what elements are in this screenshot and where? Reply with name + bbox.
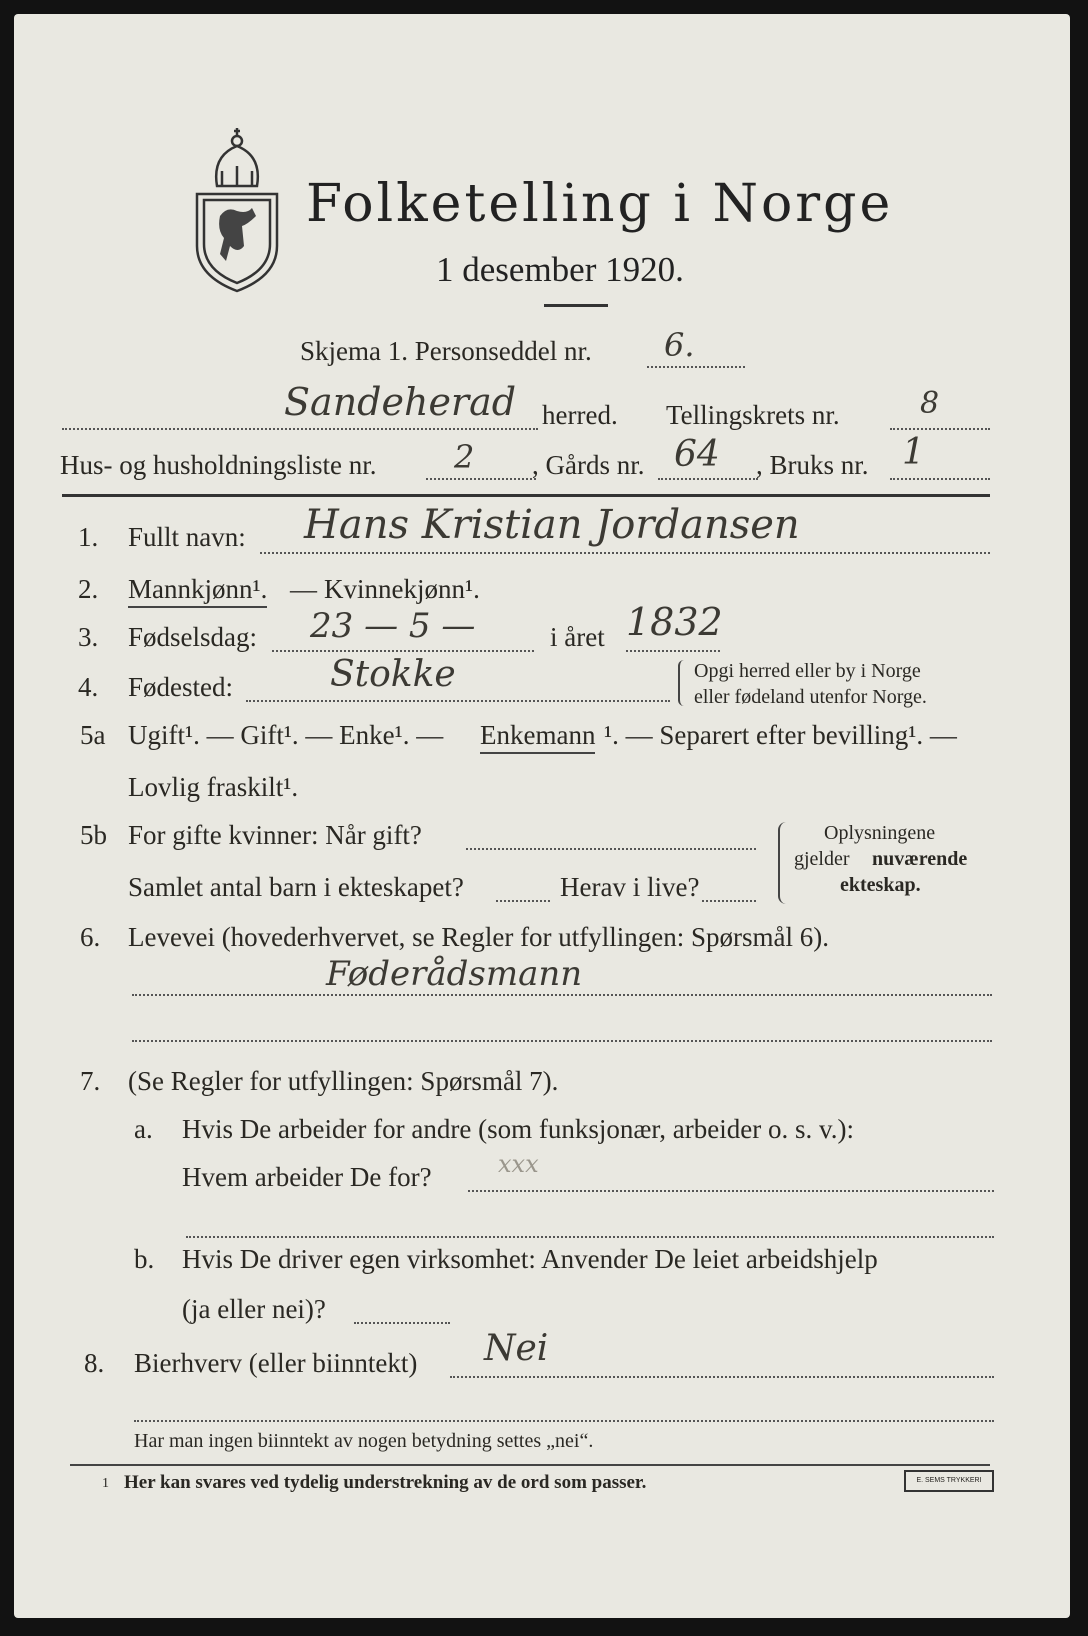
- q4-note-line2: eller fødeland utenfor Norge.: [694, 686, 927, 708]
- q2-female[interactable]: Kvinnekjønn¹.: [324, 574, 480, 604]
- q4-line: [246, 700, 670, 702]
- hus-line: [426, 478, 536, 480]
- q5b-label2: Samlet antal barn i ekteskapet?: [128, 872, 464, 902]
- q1-number: 1.: [78, 522, 99, 552]
- q7a-line2: [186, 1236, 994, 1238]
- q7a-line1: [468, 1190, 994, 1192]
- bruks-line: [890, 478, 990, 480]
- q5b-note-line1: Oplysningene: [824, 822, 936, 844]
- form-date: 1 desember 1920.: [436, 250, 684, 289]
- q3-line: [272, 650, 534, 652]
- q7b-label2: (ja eller nei)?: [182, 1294, 326, 1324]
- q7a-label2: Hvem arbeider De for?: [182, 1162, 432, 1192]
- q6-number: 6.: [80, 922, 101, 952]
- q7b-label: Hvis De driver egen virksomhet: Anvender De leiet arbeidshjelp: [182, 1244, 878, 1274]
- q7a-number: a.: [134, 1114, 153, 1144]
- form-title: Folketelling i Norge: [306, 174, 894, 234]
- employer-value[interactable]: xxx: [498, 1150, 539, 1178]
- q8-line2: [134, 1420, 994, 1422]
- q5a-options2[interactable]: ¹. — Separert efter bevilling¹. —: [604, 720, 957, 750]
- q5b-note-line3: ekteskap.: [840, 874, 921, 896]
- q5b-label1: For gifte kvinner: Når gift?: [128, 820, 422, 850]
- q8-number: 8.: [84, 1348, 105, 1378]
- title-divider: [544, 304, 608, 307]
- q7b-number: b.: [134, 1244, 155, 1274]
- birth-year-value[interactable]: 1832: [626, 600, 723, 644]
- q5b-line1: [466, 848, 756, 850]
- footnote-mark: 1: [102, 1476, 109, 1491]
- q2-male[interactable]: Mannkjønn¹.: [128, 574, 267, 608]
- q3-number: 3.: [78, 622, 99, 652]
- birthdate-value[interactable]: 23 — 5 —: [310, 606, 476, 646]
- full-name-value[interactable]: Hans Kristian Jordansen: [304, 502, 800, 548]
- q7b-line: [354, 1322, 450, 1324]
- q7a-label: Hvis De arbeider for andre (som funksjonær, arbeider o. s. v.):: [182, 1114, 854, 1144]
- q5a-options3[interactable]: Lovlig fraskilt¹.: [128, 772, 299, 802]
- herred-line: [62, 428, 538, 430]
- census-form-paper: [14, 14, 1070, 1618]
- q7-label: (Se Regler for utfyllingen: Spørsmål 7).: [128, 1066, 559, 1096]
- q5a-options1[interactable]: Ugift¹. — Gift¹. — Enke¹. —: [128, 720, 444, 750]
- footer-rule: [70, 1464, 990, 1466]
- printer-stamp: E. SEMS TRYKKERI: [904, 1470, 994, 1492]
- bruks-nr[interactable]: 1: [902, 432, 925, 473]
- q4-number: 4.: [78, 672, 99, 702]
- q5a-number: 5a: [80, 720, 106, 750]
- q5b-line2: [496, 900, 550, 902]
- q8-line1: [450, 1376, 994, 1378]
- q1-line: [260, 552, 990, 554]
- q6-line1: [132, 994, 992, 996]
- q6-label: Levevei (hovederhvervet, se Regler for utfyllingen: Spørsmål 6).: [128, 922, 830, 952]
- herred-label: herred.: [542, 400, 618, 430]
- q5b-line3: [702, 900, 756, 902]
- bruks-label: , Bruks nr.: [756, 450, 869, 480]
- gards-line: [658, 478, 758, 480]
- q2-number: 2.: [78, 574, 99, 604]
- hus-nr[interactable]: 2: [454, 438, 475, 476]
- tellingskrets-label: Tellingskrets nr.: [666, 400, 840, 430]
- q6-line2: [132, 1040, 992, 1042]
- q2-separator: —: [290, 574, 317, 604]
- tellingskrets-nr[interactable]: 8: [920, 386, 940, 421]
- q5b-number: 5b: [80, 820, 107, 850]
- q5b-note-line2b: nuværende: [872, 848, 968, 870]
- gards-nr[interactable]: 64: [674, 434, 720, 475]
- q1-label: Fullt navn:: [128, 522, 246, 552]
- birthplace-value[interactable]: Stokke: [330, 654, 456, 695]
- tellingskrets-line: [890, 428, 990, 430]
- q5a-enkemann[interactable]: Enkemann: [480, 720, 595, 754]
- q5b-note-brace: [778, 822, 790, 904]
- gards-label: , Gårds nr.: [532, 450, 645, 480]
- personseddel-nr[interactable]: 6.: [664, 326, 695, 364]
- coat-of-arms-icon: [182, 126, 292, 296]
- footer-note: Har man ingen biinntekt av nogen betydning settes „nei“.: [134, 1430, 594, 1452]
- q5b-note-line2a: gjelder: [794, 848, 850, 870]
- q3-label: Fødselsdag:: [128, 622, 258, 652]
- hus-label: Hus- og husholdningsliste nr.: [60, 450, 377, 480]
- q8-label: Bierhverv (eller biinntekt): [134, 1348, 418, 1378]
- q3-year-line: [626, 650, 720, 652]
- personseddel-line: [647, 366, 745, 368]
- header-rule: [62, 494, 990, 497]
- q4-note-brace: [678, 660, 688, 706]
- footnote-text: Her kan svares ved tydelig understrekning av de ord som passer.: [124, 1472, 647, 1493]
- skjema-label: Skjema 1. Personseddel nr.: [300, 336, 592, 366]
- q4-note-line1: Opgi herred eller by i Norge: [694, 660, 921, 682]
- side-income-value[interactable]: Nei: [484, 1328, 549, 1369]
- q7-number: 7.: [80, 1066, 101, 1096]
- q4-label: Fødested:: [128, 672, 233, 702]
- occupation-value[interactable]: Føderådsmann: [326, 954, 583, 994]
- q5b-label3: Herav i live?: [560, 872, 700, 902]
- herred-value[interactable]: Sandeherad: [284, 380, 517, 424]
- q3-year-label: i året: [550, 622, 605, 652]
